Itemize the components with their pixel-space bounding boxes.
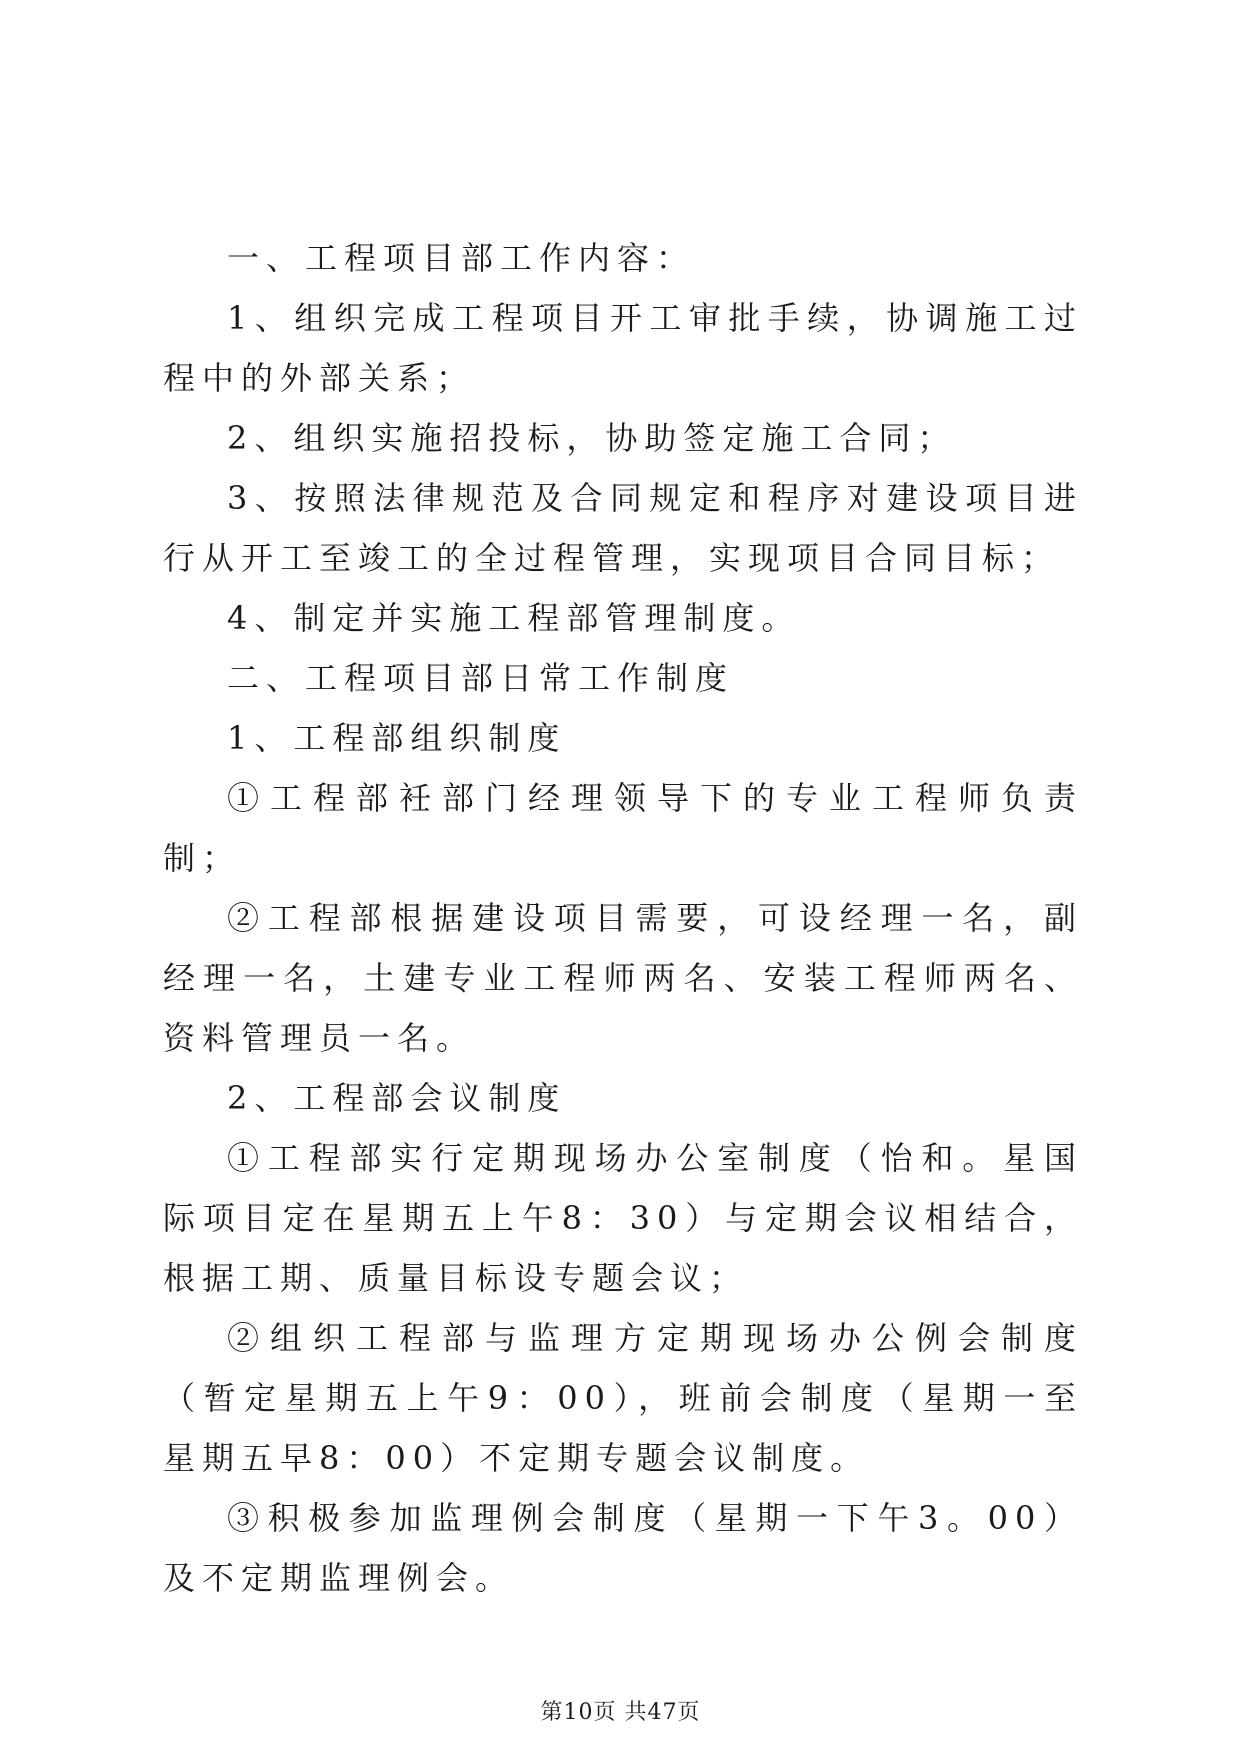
- paragraph-org-2: ②工程部根据建设项目需要，可设经理一名，副经理一名，土建专业工程师两名、安装工程师两名、资料管理员一名。: [163, 899, 1083, 1057]
- paragraph-item-1: 1、组织完成工程项目开工审批手续，协调施工过程中的外部关系；: [163, 299, 1083, 397]
- subsection-heading-org: 1、工程部组织制度: [227, 719, 567, 757]
- section-heading-1: 一、工程项目部工作内容：: [227, 239, 696, 277]
- section-heading-2: 二、工程项目部日常工作制度: [227, 659, 735, 697]
- paragraph-meeting-3: ③积极参加监理例会制度（星期一下午3。00）及不定期监理例会。: [163, 1499, 1083, 1597]
- paragraph-item-3: 3、按照法律规范及合同规定和程序对建设项目进行从开工至竣工的全过程管理，实现项目合同目标；: [163, 479, 1083, 577]
- paragraph-item-2: 2、组织实施招投标，协助签定施工合同；: [227, 419, 957, 457]
- page-number-footer: 第10页 共47页: [540, 1700, 701, 1725]
- paragraph-meeting-1: ①工程部实行定期现场办公室制度（怡和。星国际项目定在星期五上午8：30）与定期会议相结合，根据工期、质量目标设专题会议；: [163, 1139, 1083, 1297]
- paragraph-meeting-2: ②组织工程部与监理方定期现场办公例会制度（暂定星期五上午9：00），班前会制度（星期一至星期五早8：00）不定期专题会议制度。: [163, 1319, 1083, 1477]
- paragraph-item-4: 4、制定并实施工程部管理制度。: [227, 599, 801, 637]
- paragraph-org-1: ①工程部衽部门经理领导下的专业工程师负责制；: [163, 779, 1083, 877]
- document-body: [163, 228, 1083, 1608]
- subsection-heading-meeting: 2、工程部会议制度: [227, 1079, 567, 1117]
